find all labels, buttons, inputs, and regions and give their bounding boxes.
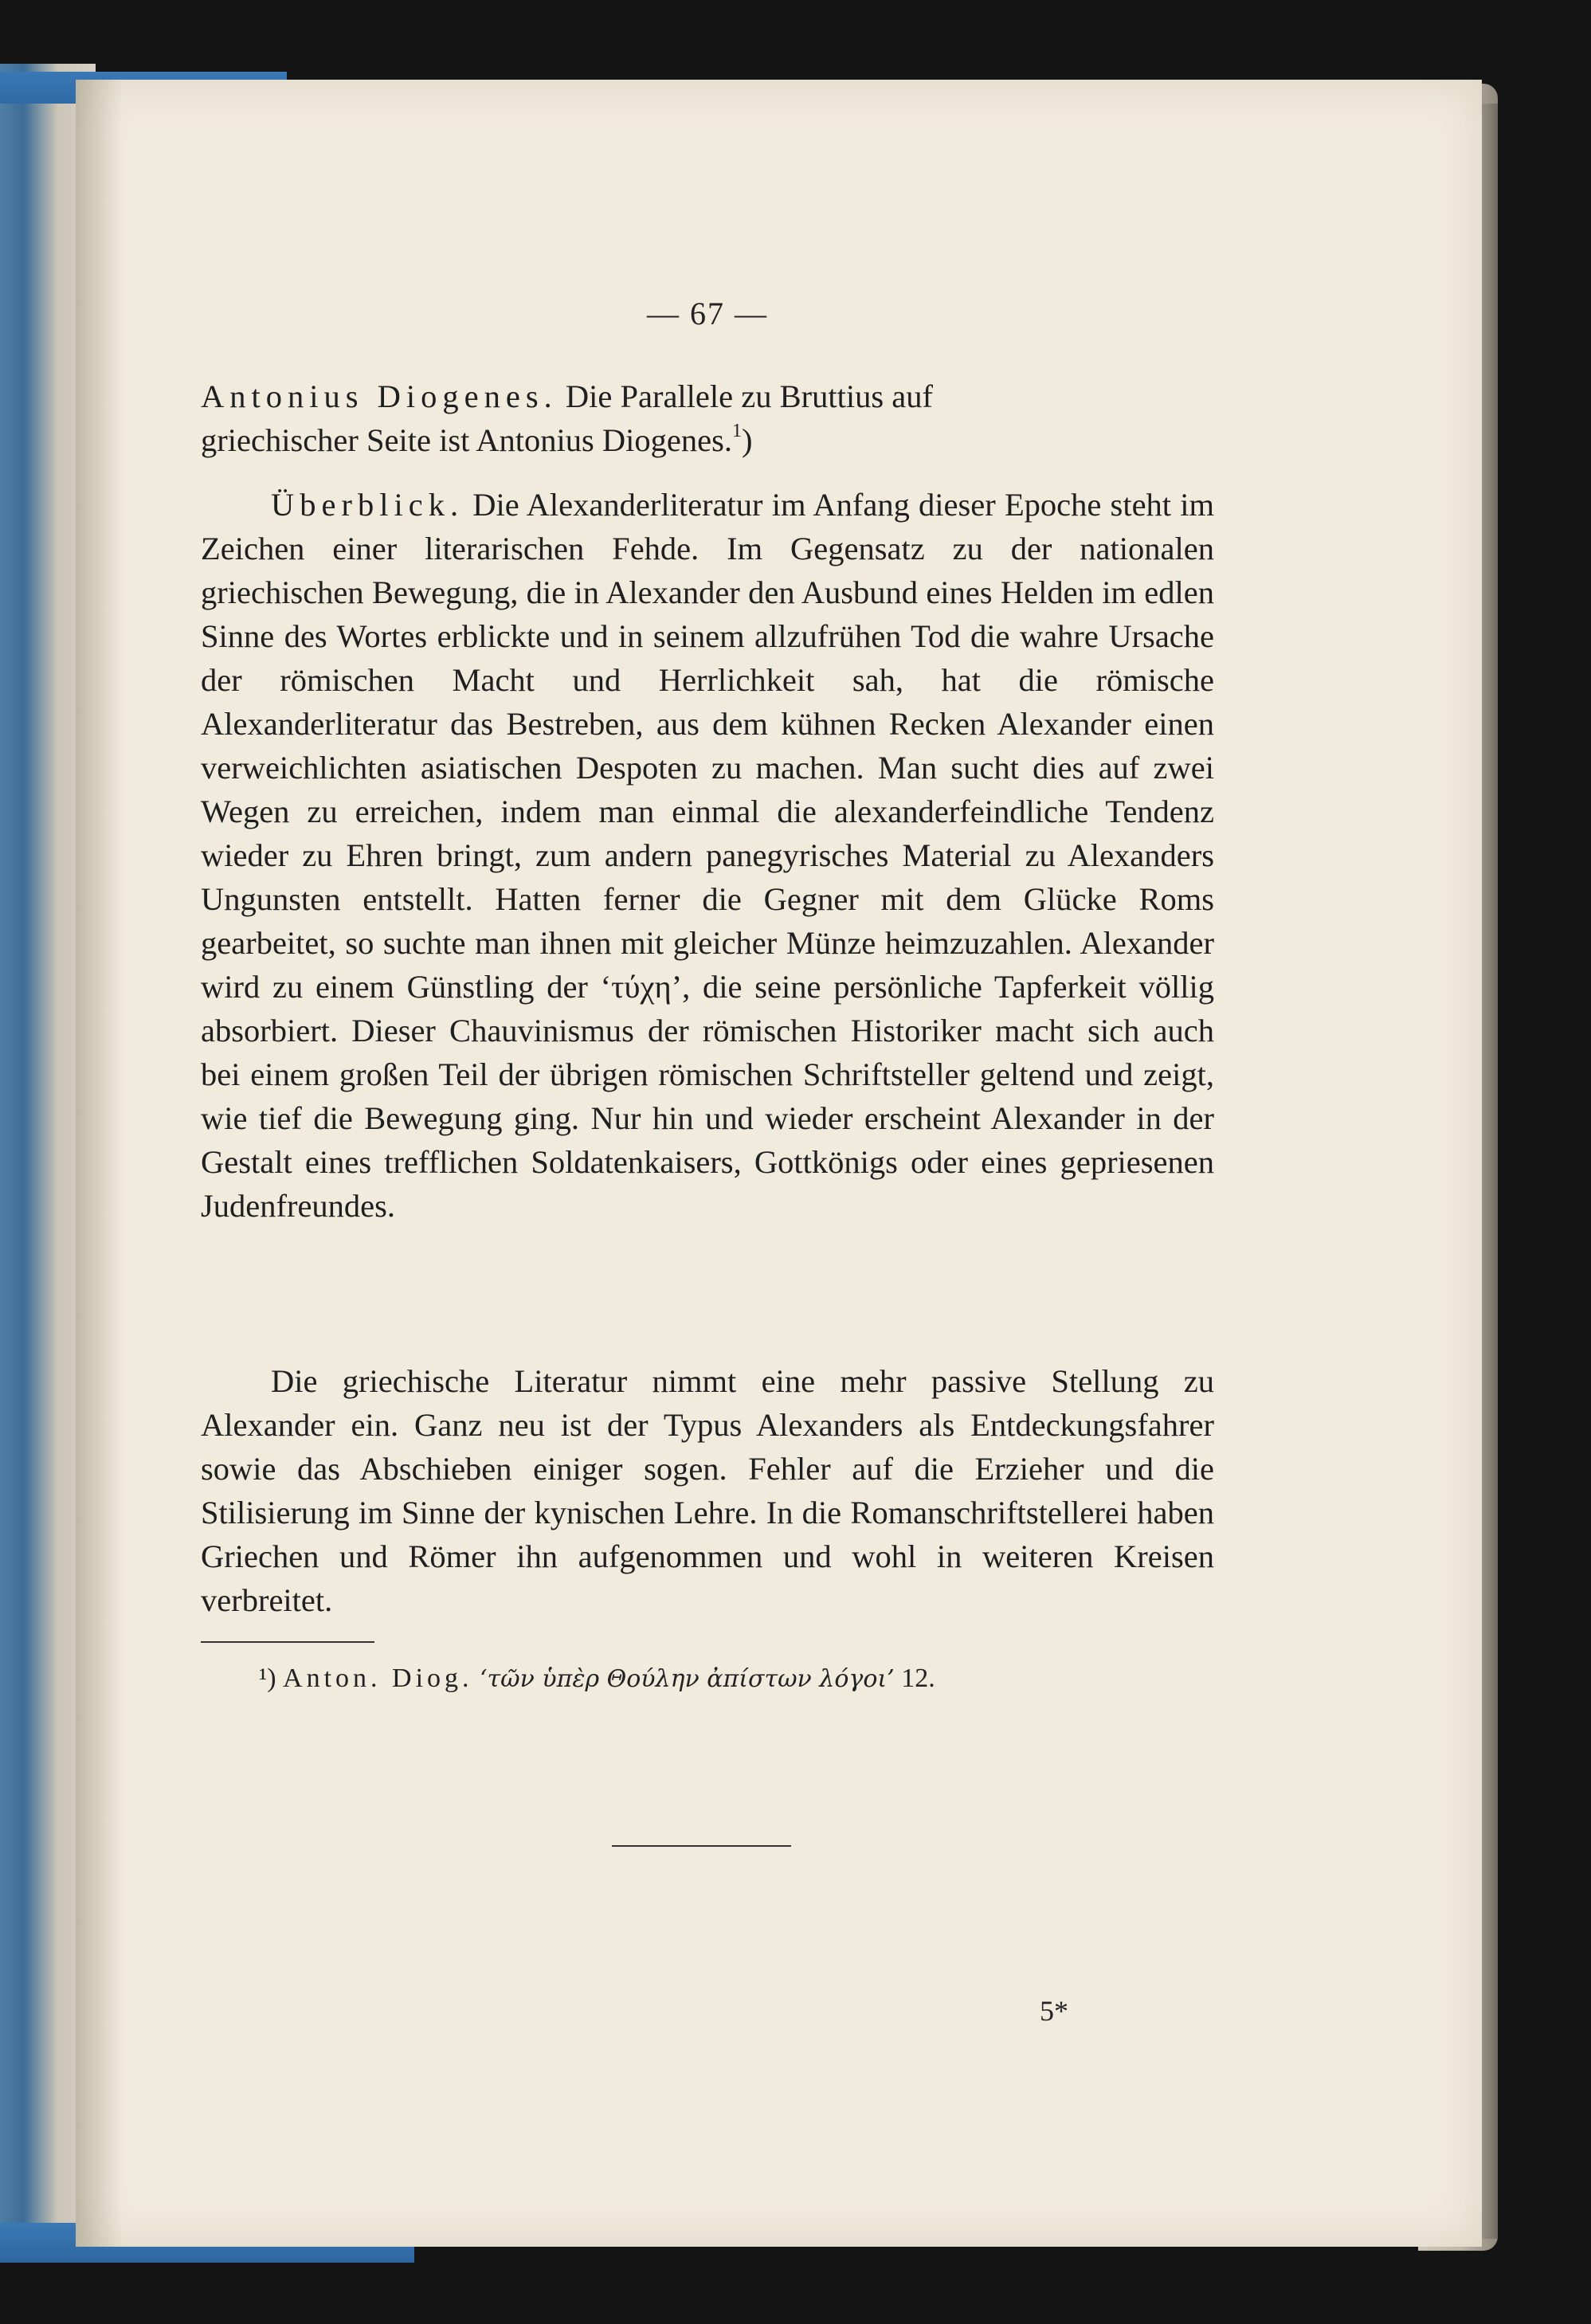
paragraph-text: griechischer Seite ist Antonius Diogenes. — [201, 422, 733, 458]
end-divider — [612, 1845, 791, 1847]
paragraph-antonius — [201, 374, 1214, 462]
signature-mark: 5* — [1040, 1995, 1068, 2027]
footnote — [259, 1664, 935, 1694]
paragraph-griechische-literatur — [201, 1359, 1214, 1622]
paragraph-text: Die Alexanderliteratur im Anfang dieser Epoche steht im Zeichen einer literarischen Fehde. Im Gegensatz zu der nationalen griechischen Bewegung, die in Alexander den Ausbund eines Helden im edlen Sinne des Wortes erblickte und in seinem allzufrühen Tod die wahre Ursache der römischen Macht und Herrlichkeit sah, hat die römische Alexanderliteratur das Bestreben, aus dem kühnen Recken Alexander einen verweichlichten asiatischen Despoten zu machen. Man sucht dies auf zwei Wegen zu erreichen, indem man einmal die alexanderfeindliche Tendenz wieder zu Ehren bringt, zum andern panegyrisches Material zu Alexanders Ungunsten entstellt. Hatten ferner die Gegner mit dem Glücke Roms gearbeitet, so suchte man ihnen mit gleicher Münze heimzuzahlen. Alexander wird zu einem Günstling der ‘τύχη’, die seine persönliche Tapferkeit völlig absorbiert. Dieser Chauvinismus der römischen Historiker macht sich auch bei einem großen Teil der übrigen römischen Schriftsteller geltend und zeigt, wie tief die Bewegung ging. Nur hin und wieder erscheint Alexander in der Gestalt eines trefflichen Soldatenkaisers, Gottkönigs oder eines gepriesenen Judenfreundes. — [201, 487, 1214, 1224]
paragraph-text: Die griechische Literatur nimmt eine mehr passive Stellung zu Alexander ein. Ganz neu ist der Typus Alexanders als Entdeckungsfahrer sowie das Abschieben einiger sogen. Fehler auf die Erzieher und die Stilisierung im Sinne der kynischen Lehre. In die Romanschriftstellerei haben Griechen und Römer ihn aufgenommen und wohl in weiteren Kreisen verbreitet. — [201, 1363, 1214, 1618]
page-number-heading: — 67 — — [647, 296, 768, 331]
footnote-divider — [201, 1641, 374, 1643]
footnote-reference: 1 — [732, 420, 743, 441]
footnote-greek-title: ‘τῶν ὑπὲρ Θούλην ἀπίστων λόγοι’ — [480, 1665, 895, 1693]
page-gutter-shadow — [76, 80, 123, 2247]
footnote-author: Anton. Diog. — [283, 1664, 473, 1693]
footnote-mark: ¹) — [259, 1664, 276, 1693]
spaced-heading: Antonius Diogenes. — [201, 378, 558, 414]
footnote-reference-close: ) — [742, 422, 753, 458]
paragraph-text: Die Parallele zu Bruttius auf — [557, 378, 933, 414]
footnote-number: 12. — [901, 1664, 935, 1693]
paragraph-ueberblick — [201, 483, 1214, 1228]
spaced-heading: Überblick. — [271, 487, 464, 523]
